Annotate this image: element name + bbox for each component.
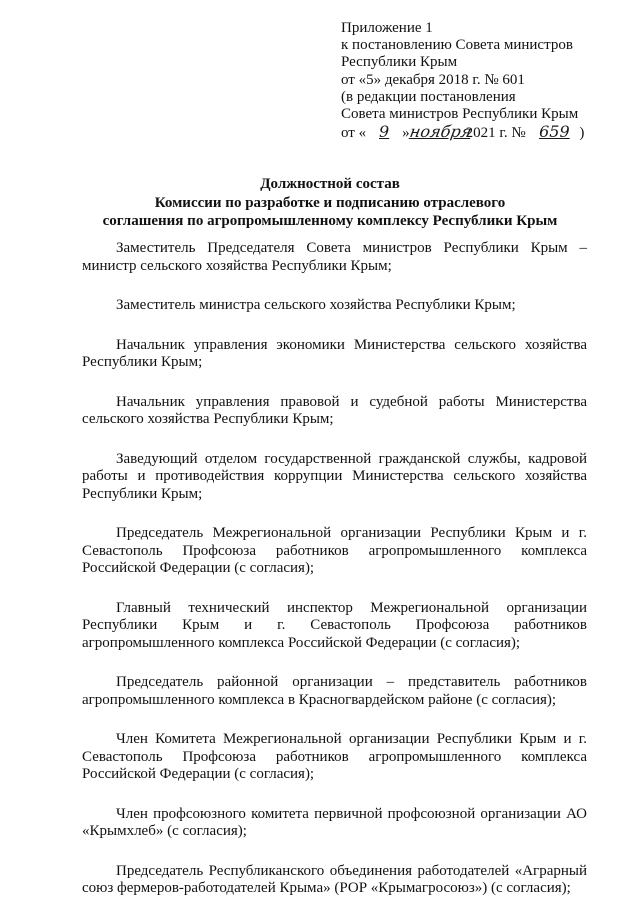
- document-title: [70, 175, 590, 231]
- list-item: Председатель районной организации – представитель работников агропромышленного комплекса в Красногвардейском районе (с согласия);: [82, 674, 587, 708]
- list-item: Начальник управления правовой и судебной работы Министерства сельского хозяйства Республики Крым;: [82, 393, 587, 427]
- title-line-3: соглашения по агропромышленному комплексу Республики Крым: [102, 213, 558, 229]
- list-item: Заместитель министра сельского хозяйства Республики Крым;: [116, 297, 516, 313]
- amendment-mid: »: [402, 125, 410, 142]
- title-line-2: Комиссии по разработке и подписанию отраслевого: [154, 194, 506, 211]
- appendix-number: Приложение 1: [341, 20, 433, 36]
- list-item: Член профсоюзного комитета первичной профсоюзной организации АО «Крымхлеб» (с согласия);: [82, 805, 587, 839]
- amendment-date-line: [341, 123, 631, 142]
- list-item: Главный технический инспектор Межрегиональной организации Республики Крым и г. Севастополь Профсоюза работников агропромышленного комплекса Российской Федерации (с согласия);: [82, 599, 587, 651]
- amendment-year: 2021 г. №: [465, 125, 526, 142]
- handwritten-day: 9: [379, 122, 390, 142]
- list-item: Председатель Республиканского объединения работодателей «Аграрный союз фермеров-работодателей Крыма» (РОР «Крымагросоюз») (с согласия);: [82, 862, 587, 896]
- amendment-suffix: ): [579, 125, 585, 142]
- composition-list: [82, 240, 587, 920]
- list-item: Председатель Межрегиональной организации Республики Крым и г. Севастополь Профсоюза работников агропромышленного комплекса Российской Федерации (с согласия);: [82, 525, 587, 576]
- appendix-header: [341, 20, 631, 142]
- edition-note: (в редакции постановления: [341, 88, 516, 105]
- amendment-prefix: от «: [341, 125, 367, 142]
- list-item: Заместитель Председателя Совета министров Республики Крым – министр сельского хозяйства Республики Крым;: [82, 240, 587, 274]
- list-item: Член Комитета Межрегиональной организации Республики Крым и г. Севастополь Профсоюза работников агропромышленного комплекса Российской Федерации (с согласия);: [82, 731, 587, 782]
- list-item: Начальник управления экономики Министерства сельского хозяйства Республики Крым;: [82, 336, 587, 370]
- list-item: Заведующий отделом государственной гражданской службы, кадровой работы и противодействия коррупции Министерства сельского хозяйства Республики Крым;: [82, 450, 587, 502]
- handwritten-month: ноября: [407, 122, 473, 142]
- original-resolution-date: от «5» декабря 2018 г. № 601: [341, 71, 525, 88]
- resolution-reference: к постановлению Совета министров: [341, 37, 573, 54]
- edition-note-cont: Совета министров Республики Крым: [341, 106, 579, 123]
- handwritten-number: 659: [539, 122, 570, 142]
- resolution-reference-cont: Республики Крым: [341, 54, 458, 71]
- title-line-1: Должностной состав: [260, 176, 400, 192]
